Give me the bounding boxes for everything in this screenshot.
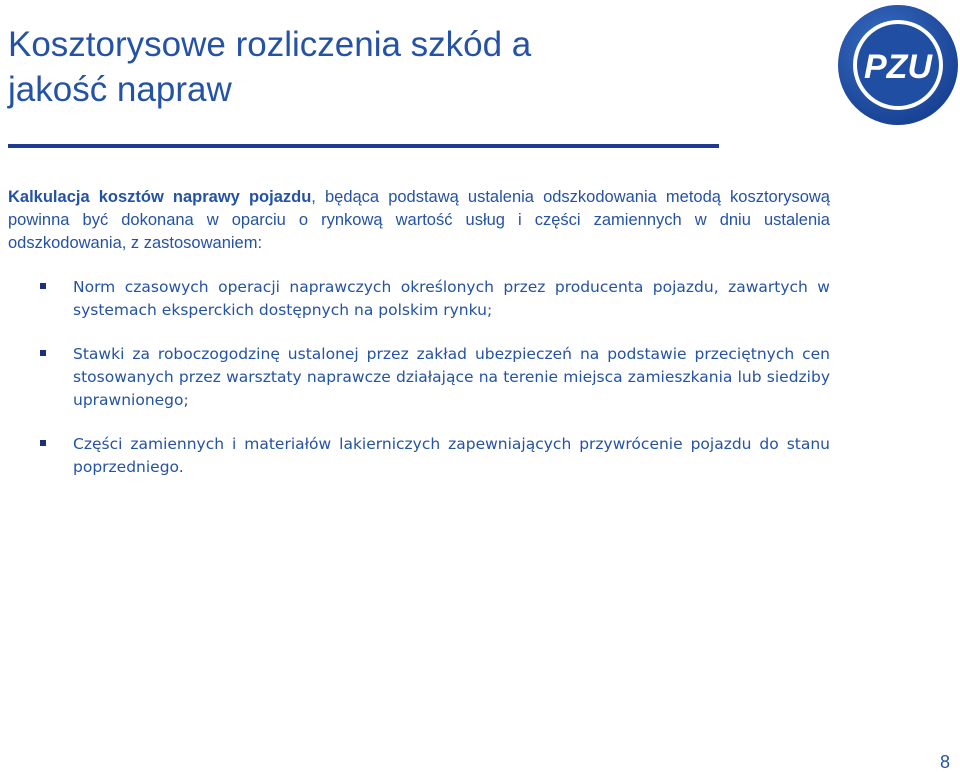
slide-title [8,22,708,112]
list-item-text: Części zamiennych i materiałów lakierniczych zapewniających przywrócenie pojazdu do stanu poprzedniego. [73,435,830,476]
pzu-logo-icon [837,4,959,126]
list-item-text: Stawki za roboczogodzinę ustalonej przez zakład ubezpieczeń na podstawie przeciętnych cen stosowanych przez warsztaty naprawcze działające na terenie miejsca zamieszkania lub siedziby uprawnionego; [73,345,830,409]
pzu-logo-text: PZU [864,48,932,86]
square-bullet-icon [40,440,46,446]
slide-title-line-1: Kosztorysowe rozliczenia szkód a [8,25,532,64]
list-item-text: Norm czasowych operacji naprawczych określonych przez producenta pojazdu, zawartych w systemach eksperckich dostępnych na polskim rynku; [73,278,830,319]
slide-title-line-2: jakość napraw [8,70,232,109]
square-bullet-icon [40,350,46,356]
intro-bold-text: Kalkulacja kosztów naprawy pojazdu [8,188,312,206]
intro-paragraph [8,186,830,255]
square-bullet-icon [40,283,46,289]
intro-rest-text: , będąca podstawą ustalenia odszkodowania metodą kosztorysową powinna być dokonana w oparciu o rynkową wartość usług i części zamiennych w dniu ustalenia odszkodowania, z zastosowaniem: [8,188,830,252]
title-underline [8,144,719,148]
page-number: 8 [940,752,951,772]
